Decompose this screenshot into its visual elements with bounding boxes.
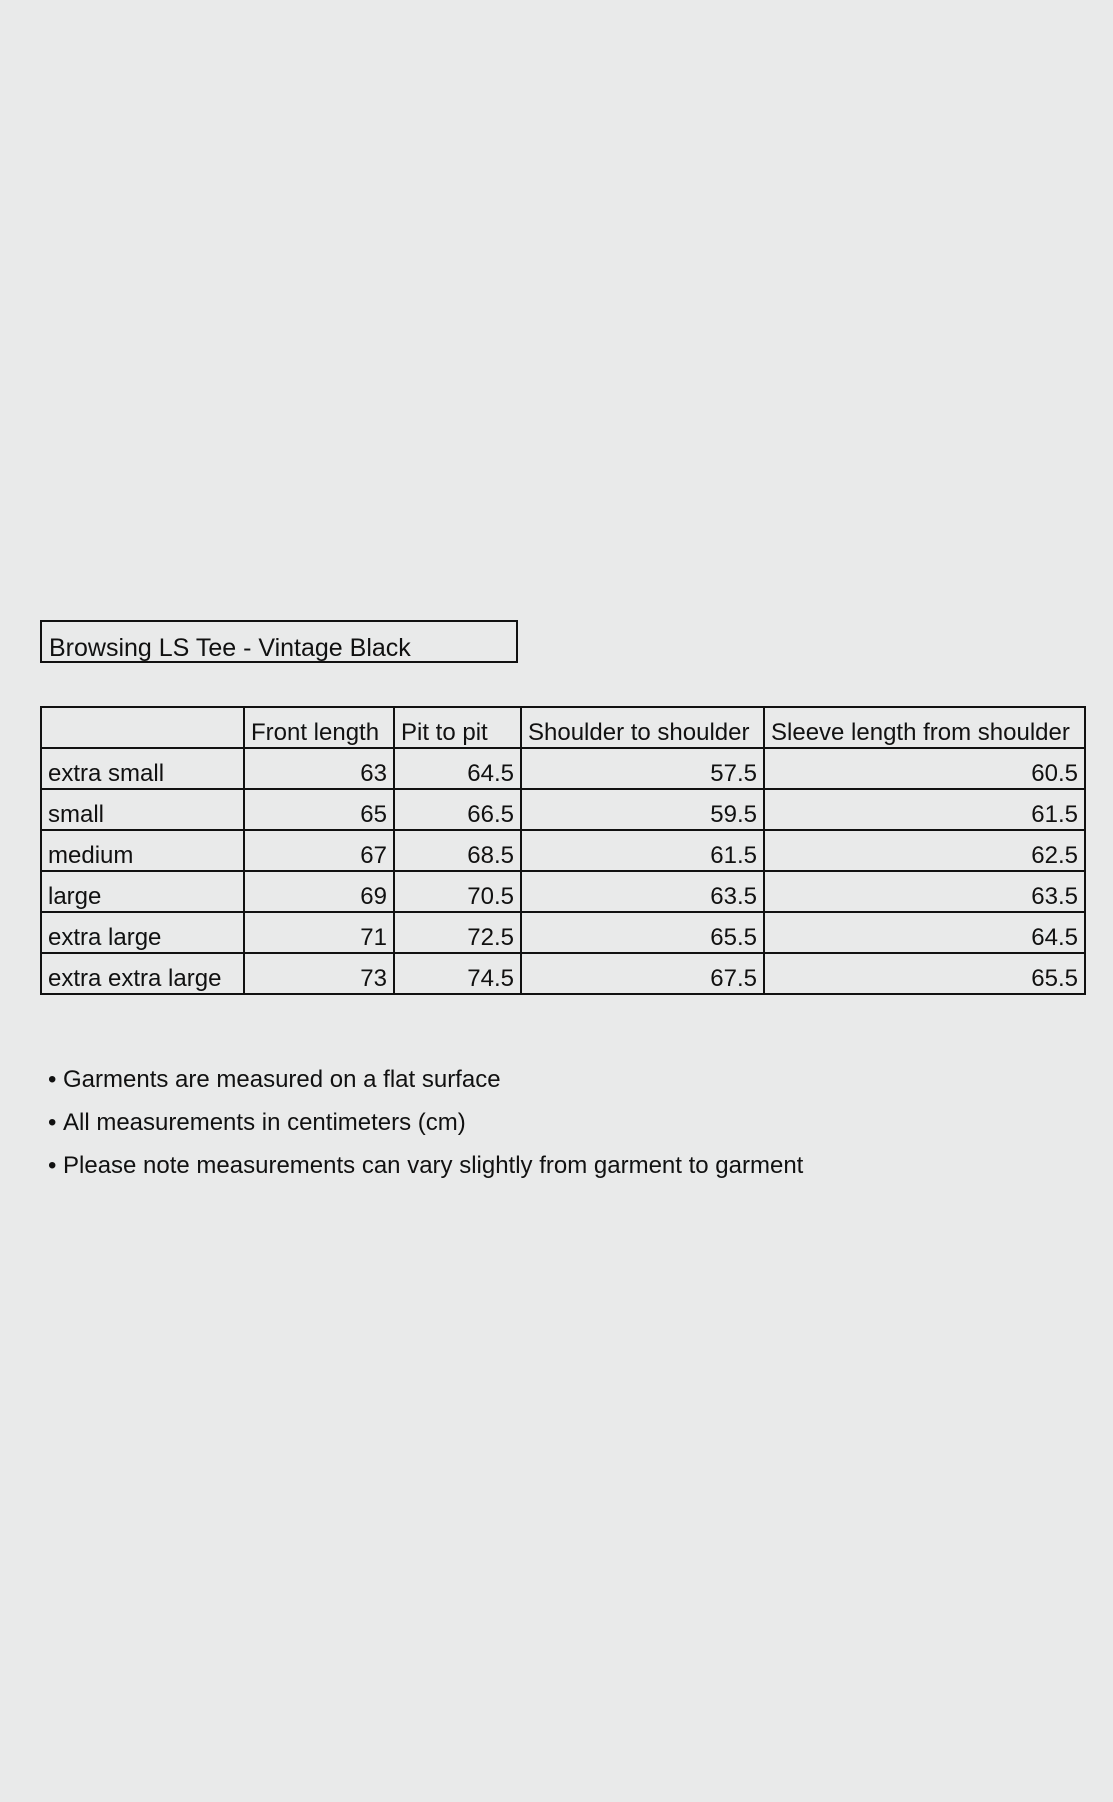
note-item [48, 1058, 803, 1101]
bullet-icon: • [48, 1109, 57, 1136]
front-length-cell: 65 [244, 789, 394, 830]
header-front-length: Front length [244, 707, 394, 748]
table-header-row [41, 707, 1085, 748]
shoulder-cell: 59.5 [521, 789, 764, 830]
sleeve-cell: 61.5 [764, 789, 1085, 830]
note-text: All measurements in centimeters (cm) [63, 1109, 466, 1136]
table-row [41, 830, 1085, 871]
product-title: Browsing LS Tee - Vintage Black [40, 620, 518, 663]
sleeve-cell: 64.5 [764, 912, 1085, 953]
table-row [41, 748, 1085, 789]
note-item [48, 1144, 803, 1187]
front-length-cell: 67 [244, 830, 394, 871]
front-length-cell: 71 [244, 912, 394, 953]
shoulder-cell: 67.5 [521, 953, 764, 994]
note-item [48, 1101, 803, 1144]
shoulder-cell: 63.5 [521, 871, 764, 912]
note-text: Garments are measured on a flat surface [63, 1066, 501, 1093]
size-label: large [41, 871, 244, 912]
size-label: extra large [41, 912, 244, 953]
shoulder-cell: 65.5 [521, 912, 764, 953]
size-label: extra extra large [41, 953, 244, 994]
pit-to-pit-cell: 64.5 [394, 748, 521, 789]
size-label: medium [41, 830, 244, 871]
front-length-cell: 73 [244, 953, 394, 994]
header-size [41, 707, 244, 748]
sleeve-cell: 65.5 [764, 953, 1085, 994]
pit-to-pit-cell: 70.5 [394, 871, 521, 912]
pit-to-pit-cell: 66.5 [394, 789, 521, 830]
shoulder-cell: 57.5 [521, 748, 764, 789]
sleeve-cell: 60.5 [764, 748, 1085, 789]
header-shoulder-to-shoulder: Shoulder to shoulder [521, 707, 764, 748]
shoulder-cell: 61.5 [521, 830, 764, 871]
sleeve-cell: 62.5 [764, 830, 1085, 871]
pit-to-pit-cell: 74.5 [394, 953, 521, 994]
note-text: Please note measurements can vary slightly from garment to garment [63, 1152, 804, 1179]
header-pit-to-pit: Pit to pit [394, 707, 521, 748]
size-label: small [41, 789, 244, 830]
size-chart-table [40, 706, 1086, 995]
sleeve-cell: 63.5 [764, 871, 1085, 912]
header-sleeve-length: Sleeve length from shoulder [764, 707, 1085, 748]
bullet-icon: • [48, 1066, 57, 1093]
table-row [41, 912, 1085, 953]
table-row [41, 953, 1085, 994]
size-label: extra small [41, 748, 244, 789]
front-length-cell: 69 [244, 871, 394, 912]
pit-to-pit-cell: 68.5 [394, 830, 521, 871]
pit-to-pit-cell: 72.5 [394, 912, 521, 953]
bullet-icon: • [48, 1152, 57, 1179]
table-row [41, 789, 1085, 830]
table-row [41, 871, 1085, 912]
measurement-notes [48, 1058, 803, 1187]
front-length-cell: 63 [244, 748, 394, 789]
